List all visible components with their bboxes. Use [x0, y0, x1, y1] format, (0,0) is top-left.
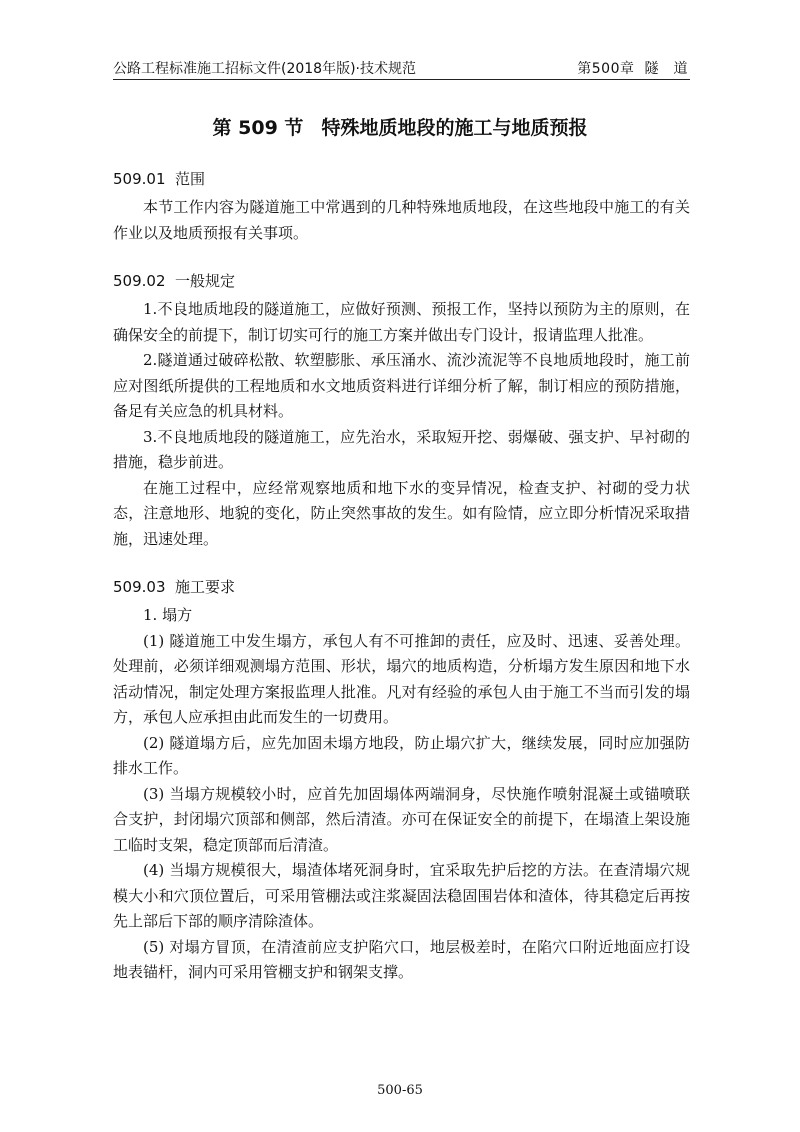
page-number: 500-65 [377, 1083, 423, 1098]
subsection-title: 一般规定 [175, 272, 236, 290]
subsection-title: 范围 [175, 170, 206, 188]
paragraph: 在施工过程中，应经常观察地质和地下水的变异情况，检查支护、衬砌的受力状态，注意地形、地貌的变化，防止突然事故的发生。如有险情，应立即分析情况采取措施，迅速处理。 [113, 478, 690, 548]
chapter-name: 隧 道 [644, 61, 688, 77]
running-header [113, 55, 690, 80]
paragraph: (3) 当塌方规模较小时，应首先加固塌体两端洞身，尽快施作喷射混凝土或锚喷联合支护，封闭塌穴顶部和侧部，然后清渣。亦可在保证安全的前提下，在塌渣上架设施工临时支架，稳定顶部而后清渣。 [113, 784, 690, 854]
chapter-number: 第500章 [577, 61, 635, 77]
section-title [0, 113, 800, 140]
subsection-heading [113, 575, 690, 599]
body-content [113, 167, 690, 986]
paragraph: (5) 对塌方冒顶，在清渣前应支护陷穴口，地层极差时，在陷穴口附近地面应打设地表锚杆，洞内可采用管棚支护和钢架支撑。 [113, 937, 690, 981]
paragraph: (1) 隧道施工中发生塌方，承包人有不可推卸的责任，应及时、迅速、妥善处理。处理前，必须详细观测塌方范围、形状，塌穴的地质构造，分析塌方发生原因和地下水活动情况，制定处理方案报监理人批准。凡对有经验的承包人由于施工不当而引发的塌方，承包人应承担由此而发生的一切费用。 [113, 631, 690, 726]
paragraph: (4) 当塌方规模很大，塌渣体堵死洞身时，宜采取先护后挖的方法。在查清塌穴规模大小和穴顶位置后，可采用管棚法或注浆凝固法稳固围岩体和渣体，待其稳定后再按先上部后下部的顺序清除渣体。 [113, 861, 690, 930]
paragraph: (2) 隧道塌方后，应先加固未塌方地段，防止塌穴扩大，继续发展，同时应加强防排水工作。 [113, 733, 690, 777]
paragraph: 1.不良地质地段的隧道施工，应做好预测、预报工作，坚持以预防为主的原则，在确保安全的前提下，制订切实可行的施工方案并做出专门设计，报请监理人批准。 [113, 300, 690, 344]
document-title: 公路工程标准施工招标文件(2018年版)·技术规范 [113, 61, 417, 77]
subsection-heading [113, 269, 690, 293]
subsection-number: 509.02 [113, 272, 166, 290]
paragraph: 2.隧道通过破碎松散、软塑膨胀、承压涌水、流沙流泥等不良地质地段时，施工前应对图纸所提供的工程地质和水文地质资料进行详细分析了解，制订相应的预防措施，备足有关应急的机具材料。 [113, 351, 690, 420]
subsection-number: 509.01 [113, 170, 166, 188]
list-heading: 1. 塌方 [143, 606, 193, 624]
subsection-heading [113, 167, 690, 191]
paragraph: 3.不良地质地段的隧道施工，应先治水，采取短开挖、弱爆破、强支护、早衬砌的措施，稳步前进。 [113, 427, 690, 471]
subsection-title: 施工要求 [175, 578, 236, 596]
chapter-label [577, 58, 688, 78]
section-title-number: 第 509 节 [212, 117, 304, 139]
paragraph: 本节工作内容为隧道施工中常遇到的几种特殊地质地段，在这些地段中施工的有关作业以及地质预报有关事项。 [113, 198, 690, 242]
subsection-number: 509.03 [113, 578, 166, 596]
section-title-text: 特殊地质地段的施工与地质预报 [321, 117, 588, 139]
